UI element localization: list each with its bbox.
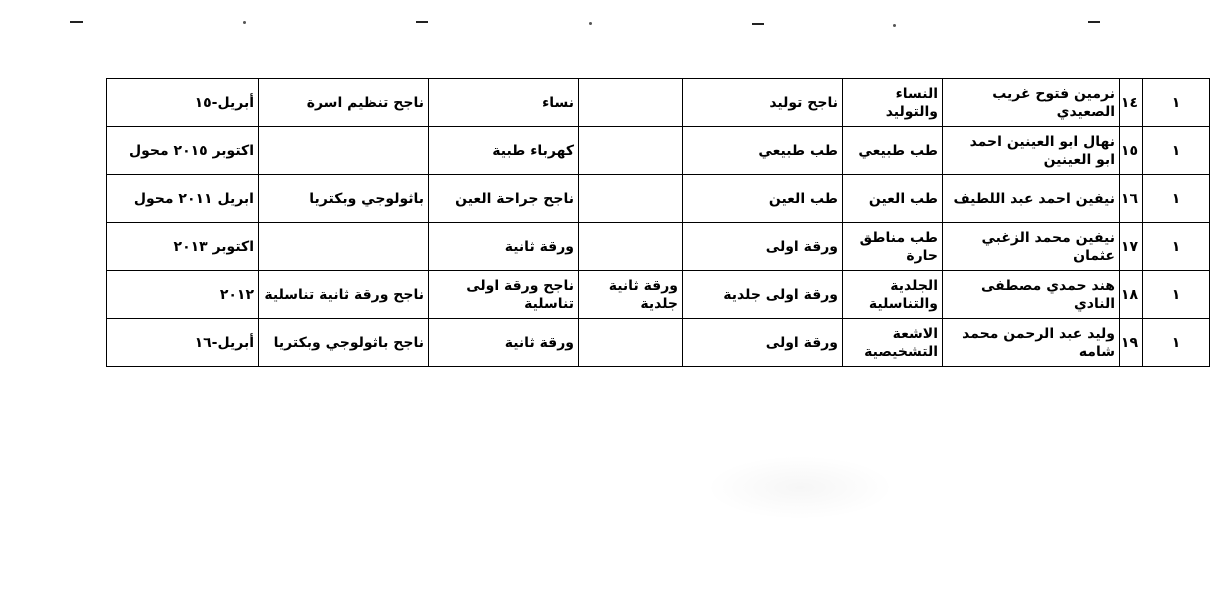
serial-cell: ١ [1143,175,1210,223]
exam-col2-cell [579,175,683,223]
date-cell: أبريل-١٦ [107,319,259,367]
scan-mark [243,21,246,24]
exam-col4-cell: ناجح تنظيم اسرة [259,79,429,127]
exam-col3-cell: ورقة ثانية [429,319,579,367]
exam-col1-cell: طب العين [683,175,843,223]
date-cell: اكتوبر ٢٠١٣ [107,223,259,271]
specialty-cell: طب طبيعي [843,127,943,175]
scan-mark [416,21,428,23]
specialty-cell: طب العين [843,175,943,223]
serial-cell: ١ [1143,79,1210,127]
serial-cell: ١ [1143,127,1210,175]
name-cell: نرمين فتوح غريب الصعيدي [943,79,1120,127]
name-cell: نهال ابو العينين احمد ابو العينين [943,127,1120,175]
specialty-cell: الجلدية والتناسلية [843,271,943,319]
results-table [106,78,1210,367]
exam-col1-cell: ورقة اولى جلدية [683,271,843,319]
table-row [107,175,1210,223]
exam-col3-cell: نساء [429,79,579,127]
exam-col2-cell [579,79,683,127]
name-cell: نيفين محمد الزغبي عثمان [943,223,1120,271]
row-number-cell: ١٤ [1120,79,1143,127]
table-row [107,127,1210,175]
exam-col4-cell: ناجح باثولوجي وبكتريا [259,319,429,367]
exam-col3-cell: ورقة ثانية [429,223,579,271]
exam-col1-cell: ناجح توليد [683,79,843,127]
exam-col2-cell [579,127,683,175]
scan-mark [752,23,764,25]
exam-col1-cell: ورقة اولى [683,319,843,367]
exam-col2-cell [579,319,683,367]
exam-col3-cell: ناجح جراحة العين [429,175,579,223]
date-cell: اكتوبر ٢٠١٥ محول [107,127,259,175]
table-row [107,271,1210,319]
date-cell: أبريل-١٥ [107,79,259,127]
scan-mark [893,24,896,27]
name-cell: وليد عبد الرحمن محمد شامه [943,319,1120,367]
row-number-cell: ١٨ [1120,271,1143,319]
row-number-cell: ١٧ [1120,223,1143,271]
table-row [107,79,1210,127]
exam-col2-cell [579,223,683,271]
row-number-cell: ١٦ [1120,175,1143,223]
exam-col3-cell: ناجح ورقة اولى تناسلية [429,271,579,319]
exam-col2-cell: ورقة ثانية جلدية [579,271,683,319]
exam-col1-cell: طب طبيعي [683,127,843,175]
specialty-cell: الاشعة التشخيصية [843,319,943,367]
table-row [107,319,1210,367]
exam-col4-cell: ناجح ورقة ثانية تناسلية [259,271,429,319]
name-cell: هند حمدي مصطفى النادي [943,271,1120,319]
exam-col3-cell: كهرباء طبية [429,127,579,175]
scan-smudge [705,455,895,520]
specialty-cell: النساء والتوليد [843,79,943,127]
specialty-cell: طب مناطق حارة [843,223,943,271]
exam-col4-cell [259,127,429,175]
exam-col4-cell [259,223,429,271]
scan-mark [70,21,83,23]
name-cell: نيفين احمد عبد اللطيف [943,175,1120,223]
serial-cell: ١ [1143,271,1210,319]
row-number-cell: ١٥ [1120,127,1143,175]
scan-mark [589,22,592,25]
serial-cell: ١ [1143,223,1210,271]
row-number-cell: ١٩ [1120,319,1143,367]
serial-cell: ١ [1143,319,1210,367]
table-row [107,223,1210,271]
scan-mark [1088,21,1100,23]
date-cell: ابريل ٢٠١١ محول [107,175,259,223]
exam-col4-cell: باثولوجي وبكتريا [259,175,429,223]
date-cell: ٢٠١٢ [107,271,259,319]
exam-col1-cell: ورقة اولى [683,223,843,271]
